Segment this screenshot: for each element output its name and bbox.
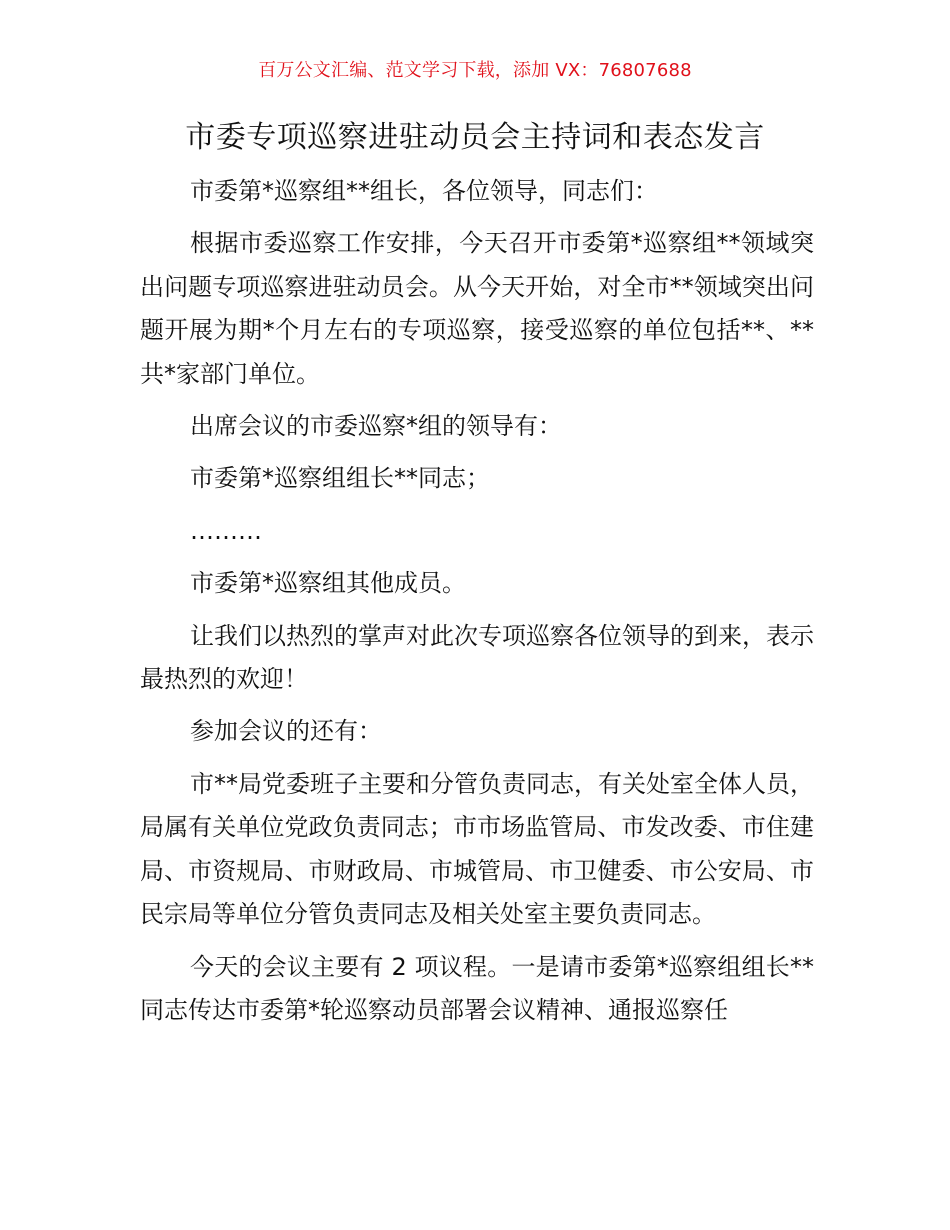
document-body: [140, 170, 814, 1041]
paragraph-leader-name: 市委第*巡察组组长**同志；: [190, 464, 490, 493]
paragraph-other-members: 市委第*巡察组其他成员。: [190, 569, 466, 598]
paragraph-welcome: 让我们以热烈的掌声对此次专项巡察各位领导的到来，表示最热烈的欢迎！: [140, 621, 814, 694]
paragraph-also-attending: 参加会议的还有：: [190, 717, 382, 746]
paragraph-attending-leaders: 出席会议的市委巡察*组的领导有：: [190, 412, 562, 441]
download-watermark: 百万公文汇编、范文学习下载，添加 VX：76807688: [258, 60, 692, 81]
paragraph-agenda: 今天的会议主要有 2 项议程。一是请市委第*巡察组组长**同志传达市委第*轮巡察动员部署会议精神、通报巡察任: [140, 952, 814, 1024]
paragraph-salutation: 市委第*巡察组**组长，各位领导，同志们：: [190, 177, 658, 205]
paragraph-intro: 根据市委巡察工作安排，今天召开市委第*巡察组**领域突出问题专项巡察进驻动员会。从今天开始，对全市**领域突出问题开展为期*个月左右的专项巡察，接受巡察的单位包括**、**共*家部门单位。: [140, 229, 814, 388]
paragraph-attendee-list: 市**局党委班子主要和分管负责同志，有关处室全体人员，局属有关单位党政负责同志；市市场监管局、市发改委、市住建局、市资规局、市财政局、市城管局、市卫健委、市公安局、市民宗局等单位分管负责同志及相关处室主要负责同志。: [140, 769, 814, 929]
document-title: 市委专项巡察进驻动员会主持词和表态发言: [185, 120, 765, 155]
paragraph-ellipsis: ………: [190, 516, 262, 545]
